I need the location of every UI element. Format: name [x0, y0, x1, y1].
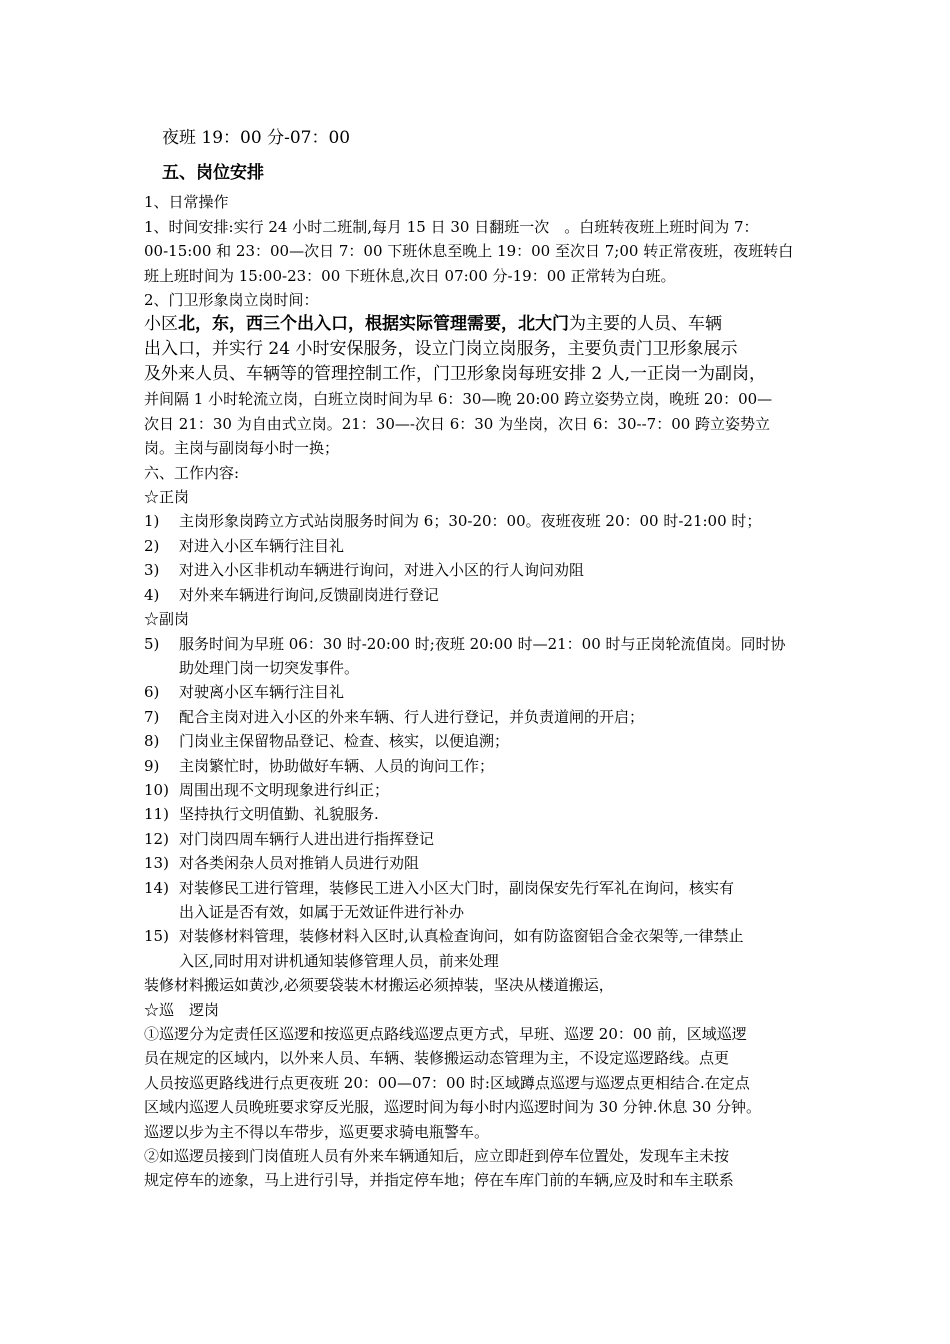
gate-paragraph-line: 及外来人员、车辆等的管理控制工作，门卫形象岗每班安排 2 人,一正岗一为副岗，	[144, 364, 767, 385]
night-shift-line: 夜班 19：00 分-07：00	[162, 128, 351, 148]
list-item-number: 9)	[144, 756, 160, 775]
list-item-text	[179, 729, 820, 753]
list-item-line: 助处理门岗一切突发事件。	[179, 658, 360, 677]
list-item	[144, 534, 820, 558]
list-item	[144, 827, 820, 851]
list-item	[144, 583, 820, 607]
list-item-text	[179, 534, 820, 558]
list-item	[144, 851, 820, 875]
list-item-line: 主岗形象岗跨立方式站岗服务时间为 6；30-20：00。夜班夜班 20：00 时-21:00 时；	[179, 512, 762, 531]
time-arrangement-line: 1、时间安排:实行 24 小时二班制,每月 15 日 30 日翻班一次 。白班转夜班上班时间为 7：	[144, 217, 759, 236]
list-item-number: 6)	[144, 683, 160, 702]
list-item-number: 15)	[144, 927, 169, 946]
list-item-number: 3)	[144, 561, 160, 580]
main-post-list	[144, 509, 820, 607]
paragraph-line: 规定停车的迹象，马上进行引导，并指定停车地；停在车库门前的车辆,应及时和车主联系	[144, 1171, 734, 1190]
list-item-text	[179, 705, 820, 729]
list-item-text	[179, 827, 820, 851]
paragraph-line: 区域内巡逻人员晚班要求穿反光服，巡逻时间为每小时内巡逻时间为 30 分钟.休息 30 分钟。	[144, 1098, 762, 1117]
gate-text-bold: 北，东，西三个出入口，根据实际管理需要，北大门	[178, 314, 569, 335]
list-item-number: 12)	[144, 829, 169, 848]
gate-paragraph-line	[144, 312, 820, 337]
list-item-number: 14)	[144, 878, 169, 897]
list-item-line: 对进入小区车辆行注目礼	[179, 536, 345, 555]
list-item-text	[179, 924, 820, 973]
main-post-heading: ☆正岗	[144, 488, 190, 507]
list-item-line: 对门岗四周车辆行人进出进行指挥登记	[179, 829, 435, 848]
list-item-text	[179, 778, 820, 802]
list-item	[144, 705, 820, 729]
section-5-title: 五、岗位安排	[162, 163, 264, 183]
list-item-line: 出入证是否有效，如属于无效证件进行补办	[179, 902, 465, 921]
time-arrangement-line: 00-15:00 和 23：00—次日 7：00 下班休息至晚上 19：00 至次日 7;00 转正常夜班，夜班转白	[144, 242, 794, 261]
gate-text-a: 小区	[144, 314, 178, 335]
patrol-paragraph-2	[144, 1144, 820, 1193]
list-item-line: 坚持执行文明值勤、礼貌服务.	[179, 805, 379, 824]
time-arrangement-line: 班上班时间为 15:00-23：00 下班休息,次日 07:00 分-19：00 正常转为白班。	[144, 266, 676, 285]
list-item-number: 10)	[144, 780, 169, 799]
list-item-text	[179, 509, 820, 533]
list-item	[144, 558, 820, 582]
paragraph-line: 巡逻以步为主不得以车带步，巡更要求骑电瓶警车。	[144, 1122, 490, 1141]
subheading-gate-post-time: 2、门卫形象岗立岗时间：	[144, 291, 319, 310]
list-item-line: 对驶离小区车辆行注目礼	[179, 683, 345, 702]
list-item-line: 对各类闲杂人员对推销人员进行劝阻	[179, 854, 420, 873]
deputy-post-list	[144, 632, 820, 974]
list-item	[144, 924, 820, 973]
list-item	[144, 754, 820, 778]
list-item-number: 7)	[144, 707, 160, 726]
list-item	[144, 729, 820, 753]
list-item-number: 1)	[144, 512, 160, 531]
list-item-text	[179, 851, 820, 875]
list-item-text	[179, 802, 820, 826]
list-item	[144, 778, 820, 802]
list-item-line: 门岗业主保留物品登记、检查、核实，以便追溯；	[179, 732, 510, 751]
list-item-line: 对外来车辆进行询问,反馈副岗进行登记	[179, 585, 439, 604]
list-item-number: 2)	[144, 536, 160, 555]
list-item-line: 入区,同时用对讲机通知装修管理人员，前来处理	[179, 951, 499, 970]
list-item	[144, 509, 820, 533]
list-item-number: 13)	[144, 854, 169, 873]
list-item-line: 对装修材料管理，装修材料入区时,认真检查询问，如有防盗窗铝合金衣架等,一律禁止	[179, 927, 744, 946]
subheading-daily-operation: 1、日常操作	[144, 193, 229, 212]
list-item-number: 11)	[144, 805, 169, 824]
paragraph-line: ①巡逻分为定责任区巡逻和按巡更点路线巡逻点更方式，早班、巡逻 20：00 前，区域巡逻	[144, 1025, 747, 1043]
gate-paragraph-line: 岗。主岗与副岗每小时一换；	[144, 439, 340, 458]
list-item	[144, 876, 820, 925]
patrol-paragraph-1	[144, 1022, 820, 1144]
list-item-line: 周围出现不文明现象进行纠正；	[179, 780, 390, 799]
list-item-text	[179, 632, 820, 681]
list-item-number: 5)	[144, 634, 160, 653]
list-item-text	[179, 876, 820, 925]
paragraph-line: 人员按巡更路线进行点更夜班 20：00—07：00 时:区域蹲点巡逻与巡逻点更相结合.在定点	[144, 1073, 750, 1092]
list-item-line: 配合主岗对进入小区的外来车辆、行人进行登记，并负责道闸的开启；	[179, 707, 645, 726]
list-item-line: 服务时间为早班 06：30 时-20:00 时;夜班 20:00 时—21：00 时与正岗轮流值岗。同时协	[179, 634, 786, 653]
list-item	[144, 802, 820, 826]
list-item-text	[179, 558, 820, 582]
list-item-text	[179, 754, 820, 778]
list-item-number: 4)	[144, 585, 160, 604]
gate-paragraph-line: 出入口，并实行 24 小时安保服务，设立门岗立岗服务，主要负责门卫形象展示	[144, 339, 738, 360]
list-item-text	[179, 583, 820, 607]
list-item-number: 8)	[144, 732, 160, 751]
list-item-line: 对装修民工进行管理，装修民工进入小区大门时，副岗保安先行军礼在询问，核实有	[179, 878, 735, 897]
section-6-title: 六、工作内容:	[144, 463, 240, 482]
material-transport-note: 装修材料搬运如黄沙,必须要袋装木材搬运必须掉装，坚决从楼道搬运，	[144, 976, 614, 995]
paragraph-line: ②如巡逻员接到门岗值班人员有外来车辆通知后，应立即赶到停车位置处，发现车主未按	[144, 1147, 730, 1166]
list-item-line: 对进入小区非机动车辆进行询问，对进入小区的行人询问劝阻	[179, 561, 585, 580]
gate-paragraph-line: 次日 21：30 为自由式立岗。21：30—-次日 6：30 为坐岗，次日 6：30--7：00 跨立姿势立	[144, 414, 771, 433]
gate-paragraph-line: 并间隔 1 小时轮流立岗，白班立岗时间为早 6：30—晚 20:00 跨立姿势立岗，晚班 20：00—	[144, 390, 773, 409]
paragraph-line: 员在规定的区域内，以外来人员、车辆、装修搬运动态管理为主，不设定巡逻路线。点更	[144, 1049, 730, 1068]
document-body	[144, 126, 820, 1193]
deputy-post-heading: ☆副岗	[144, 610, 190, 629]
patrol-post-heading: ☆巡 逻岗	[144, 1000, 220, 1019]
list-item	[144, 680, 820, 704]
list-item-text	[179, 680, 820, 704]
gate-text-c: 为主要的人员、车辆	[569, 314, 722, 335]
list-item	[144, 632, 820, 681]
list-item-line: 主岗繁忙时，协助做好车辆、人员的询问工作；	[179, 756, 495, 775]
